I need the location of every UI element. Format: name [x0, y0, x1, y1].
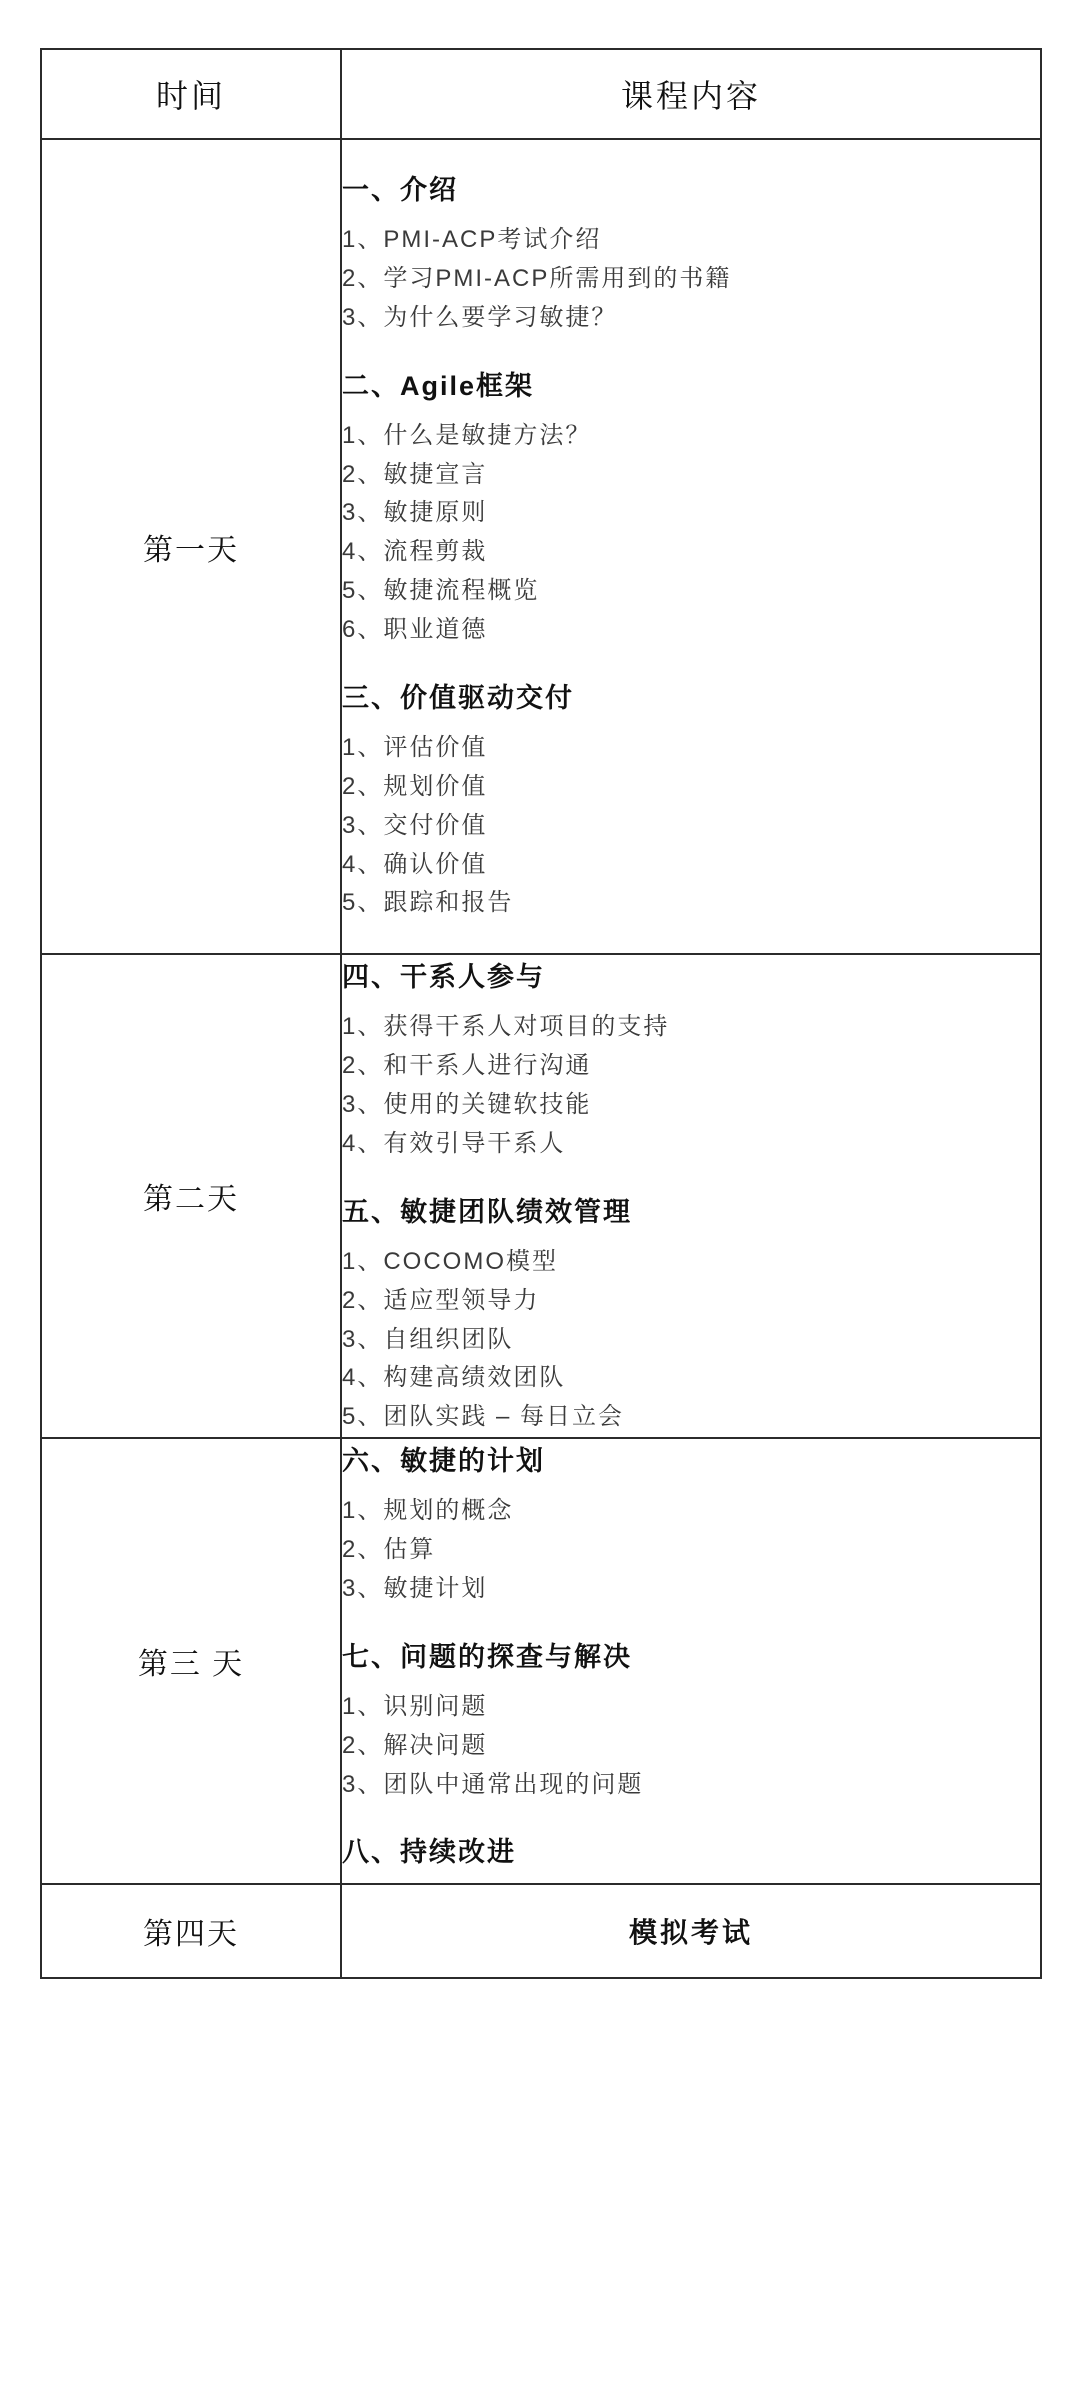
- section-item: 3、使用的关键软技能: [342, 1091, 592, 1118]
- day-label-1: 第一天: [41, 139, 341, 954]
- section-item: 4、流程剪裁: [342, 538, 488, 566]
- section-4: [342, 955, 1040, 1164]
- section-title: 二、Agile框架: [342, 370, 535, 401]
- section-6: [342, 1439, 1040, 1609]
- section-item: 3、敏捷原则: [342, 499, 488, 527]
- section-item: 5、敏捷流程概览: [342, 577, 540, 605]
- section-item: 3、团队中通常出现的问题: [342, 1770, 644, 1798]
- day-content-2: [341, 954, 1041, 1438]
- section-title: 八、持续改进: [342, 1837, 516, 1868]
- section-item: 1、PMI-ACP考试介绍: [342, 226, 602, 253]
- section-item: 4、有效引导干系人: [342, 1129, 566, 1157]
- day-label-3: 第三 天: [41, 1438, 341, 1884]
- section-item: 6、职业道德: [342, 616, 488, 643]
- section-3: [342, 676, 1040, 923]
- table-row: [41, 954, 1041, 1438]
- section-item: 1、规划的概念: [342, 1497, 514, 1525]
- section-item: 2、解决问题: [342, 1731, 488, 1759]
- section-item: 3、为什么要学习敏捷？: [342, 303, 618, 331]
- section-item: 4、确认价值: [342, 850, 488, 878]
- section-title: 六、敏捷的计划: [342, 1446, 545, 1477]
- section-title: 五、敏捷团队绩效管理: [342, 1196, 632, 1227]
- table-header-row: [41, 49, 1041, 139]
- table-row: [41, 1438, 1041, 1884]
- section-item: 1、识别问题: [342, 1692, 488, 1720]
- section-item: 1、评估价值: [342, 733, 488, 761]
- exam-label: 模拟考试: [341, 1884, 1041, 1978]
- section-item: 2、估算: [342, 1536, 436, 1563]
- section-title: 一、介绍: [342, 175, 458, 205]
- section-item: 2、规划价值: [342, 772, 488, 800]
- table-body: [41, 139, 1041, 1978]
- day-content-3: [341, 1438, 1041, 1884]
- table-header: [41, 49, 1041, 139]
- section-item: 2、和干系人进行沟通: [342, 1052, 592, 1080]
- section-title: 七、问题的探查与解决: [342, 1641, 632, 1672]
- section-item: 5、跟踪和报告: [342, 889, 514, 917]
- day-content-1: [341, 139, 1041, 954]
- section-title: 三、价值驱动交付: [342, 682, 574, 713]
- section-item: 1、什么是敏捷方法？: [342, 421, 592, 449]
- day-label-2: 第二天: [41, 954, 341, 1438]
- section-item: 4、构建高绩效团队: [342, 1364, 566, 1392]
- section-item: 2、敏捷宣言: [342, 460, 488, 488]
- section-item: 2、适应型领导力: [342, 1286, 540, 1314]
- day-label-4: 第四天: [41, 1884, 341, 1978]
- table-row: [41, 139, 1041, 954]
- section-item: 2、学习PMI-ACP所需用到的书籍: [342, 264, 732, 292]
- section-item: 3、敏捷计划: [342, 1574, 488, 1602]
- column-header-content: 课程内容: [341, 49, 1041, 139]
- section-8: [342, 1830, 1040, 1869]
- section-title: 四、干系人参与: [342, 962, 545, 993]
- section-7: [342, 1635, 1040, 1805]
- section-5: [342, 1190, 1040, 1437]
- course-schedule-table: [40, 48, 1042, 1979]
- section-item: 3、自组织团队: [342, 1325, 514, 1353]
- section-item: 1、COCOMO模型: [342, 1247, 559, 1275]
- section-item: 1、获得干系人对项目的支持: [342, 1013, 670, 1041]
- section-2: [342, 364, 1040, 650]
- section-item: 3、交付价值: [342, 811, 488, 839]
- section-item: 5、团队实践 – 每日立会: [342, 1403, 625, 1431]
- section-1: [342, 168, 1040, 338]
- column-header-time: 时间: [41, 49, 341, 139]
- table-row: [41, 1884, 1041, 1978]
